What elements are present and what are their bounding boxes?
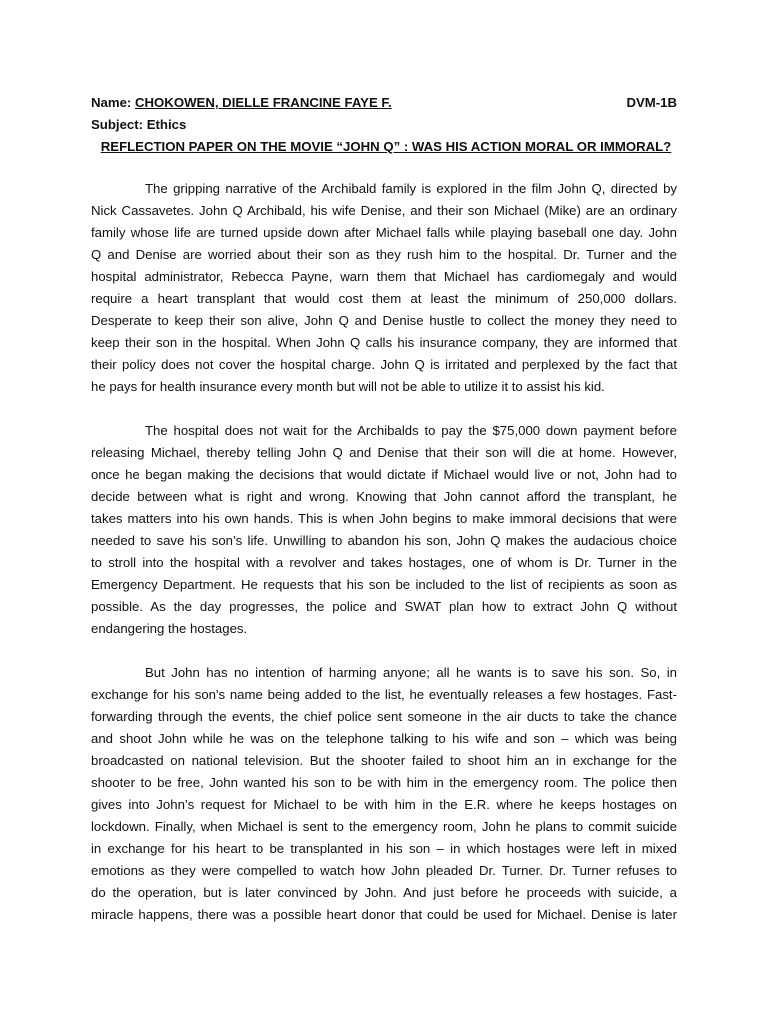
paragraph-line: gives into John’s request for Michael to be with him in the E.R. where he keeps hostages on — [91, 797, 677, 812]
paragraph-2 — [91, 420, 677, 640]
paragraph-line: Nick Cassavetes. John Q Archibald, his wife Denise, and their son Michael (Mike) are an ordinary — [91, 203, 677, 218]
paragraph-line: family whose life are turned upside down after Michael falls while playing baseball one day. John — [91, 225, 677, 240]
paragraph-line: their policy does not cover the hospital charge. John Q is irritated and perplexed by the fact that — [91, 357, 677, 372]
paragraph-line: needed to save his son’s life. Unwilling to abandon his son, John Q makes the audacious choice — [91, 533, 677, 548]
paragraph-line: lockdown. Finally, when Michael is sent to the emergency room, John he plans to commit suicide — [91, 819, 677, 834]
paragraph-line: in exchange for his heart to be transplanted in his son – in which hostages were left in mixed — [91, 841, 677, 856]
paragraph-line: and shoot John while he was on the telephone talking to his wife and son – which was being — [91, 731, 677, 746]
paragraph-line: possible. As the day progresses, the police and SWAT plan how to extract John Q without — [91, 599, 677, 614]
paragraph-line: Desperate to keep their son alive, John Q and Denise hustle to collect the money they need to — [91, 313, 677, 328]
subject-field — [91, 114, 186, 136]
name-field — [91, 92, 392, 114]
paragraph-line: broadcasted on national television. But the shooter failed to shoot him an in exchange for the — [91, 753, 677, 768]
paragraph-line: Q and Denise are worried about their son as they rush him to the hospital. Dr. Turner and the — [91, 247, 677, 262]
section-label: DVM-1B — [626, 95, 677, 110]
paragraph-line: releasing Michael, thereby telling John Q and Denise that their son will die at home. However, — [91, 445, 677, 460]
paragraph-line: once he began making the decisions that would dictate if Michael would live or not, John had to — [91, 467, 677, 482]
paragraph-line: The hospital does not wait for the Archibalds to pay the $75,000 down payment before — [145, 423, 677, 438]
paragraph-line: hospital administrator, Rebecca Payne, warn them that Michael has cardiomegaly and would — [91, 269, 677, 284]
paragraph-line: But John has no intention of harming anyone; all he wants is to save his son. So, in — [145, 665, 677, 680]
document-header — [91, 92, 677, 158]
paragraph-line: The gripping narrative of the Archibald family is explored in the film John Q, directed by — [145, 181, 677, 196]
paragraph-line: shooter to be free, John wanted his son to be with him in the emergency room. The police then — [91, 775, 677, 790]
paragraph-line: exchange for his son's name being added to the list, he eventually releases a few hostages. Fast- — [91, 687, 677, 702]
name-row — [91, 92, 677, 114]
paragraph-1 — [91, 178, 677, 398]
paragraph-line: emotions as they were compelled to watch how John pleaded Dr. Turner. Dr. Turner refuses to — [91, 863, 677, 878]
name-value: CHOKOWEN, DIELLE FRANCINE FAYE F. — [134, 95, 392, 110]
subject-label: Subject: — [91, 117, 144, 132]
paragraph-line: to stroll into the hospital with a revolver and takes hostages, one of whom is Dr. Turner in the — [91, 555, 677, 570]
document-title: REFLECTION PAPER ON THE MOVIE “JOHN Q” : WAS HIS ACTION MORAL OR IMMORAL? — [100, 139, 672, 154]
paragraph-line: endangering the hostages. — [91, 621, 248, 636]
paragraph-line: takes matters into his own hands. This is when John begins to make immoral decisions that were — [91, 511, 677, 526]
paragraph-line: Emergency Department. He requests that his son be included to the list of recipients as soon as — [91, 577, 677, 592]
paragraph-line: miracle happens, there was a possible heart donor that could be used for Michael. Denise is later — [91, 907, 677, 922]
subject-row — [91, 114, 677, 136]
subject-value: Ethics — [146, 117, 187, 132]
document-body — [91, 178, 677, 948]
paragraph-3 — [91, 662, 677, 926]
name-label: Name: — [91, 95, 132, 110]
paragraph-line: require a heart transplant that would cost them at least the minimum of 250,000 dollars. — [91, 291, 677, 306]
paragraph-line: he pays for health insurance every month but will not be able to utilize it to assist his kid. — [91, 379, 605, 394]
paragraph-line: forwarding through the events, the chief police sent someone in the air ducts to take the chance — [91, 709, 677, 724]
paragraph-line: keep their son in the hospital. When John Q calls his insurance company, they are informed that — [91, 335, 677, 350]
paragraph-line: do the operation, but is later convinced by John. And just before he proceeds with suicide, a — [91, 885, 677, 900]
paragraph-line: decide between what is right and wrong. Knowing that John cannot afford the transplant, he — [91, 489, 677, 504]
